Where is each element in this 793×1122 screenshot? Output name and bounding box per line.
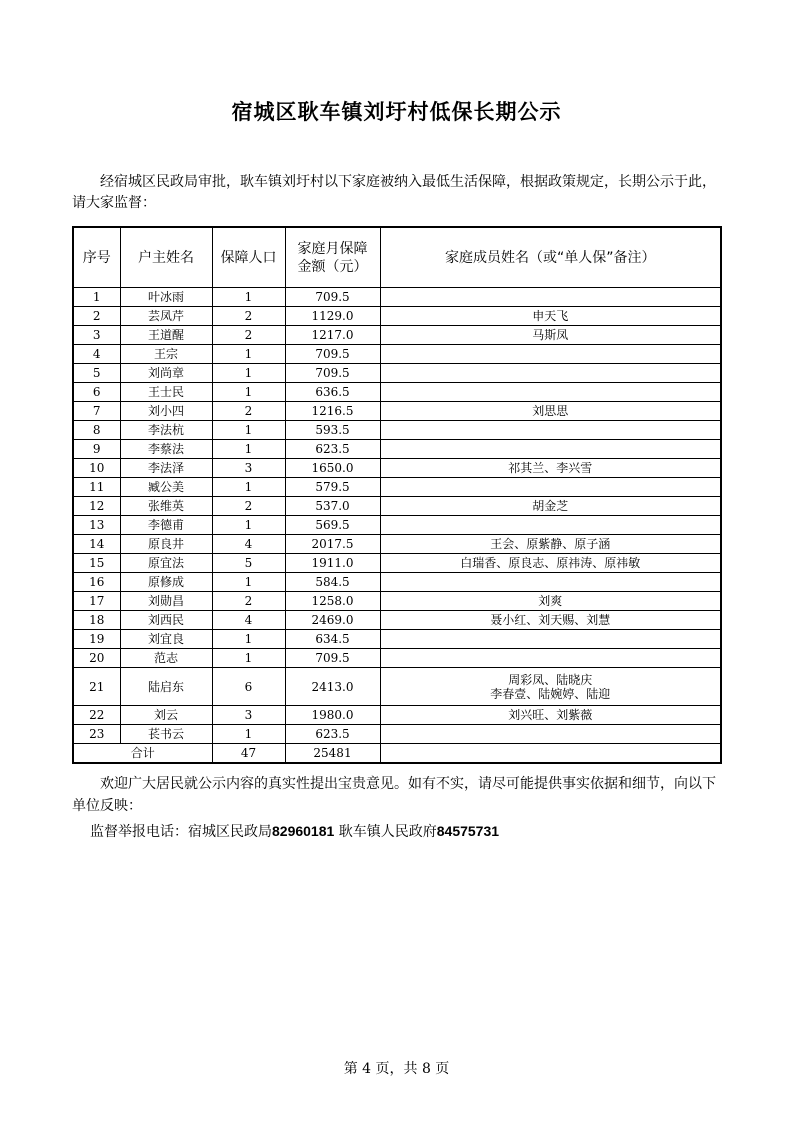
cell-no: 1 xyxy=(73,288,120,307)
total-members xyxy=(380,744,721,764)
table-row xyxy=(73,592,721,611)
cell-amount: 579.5 xyxy=(285,478,380,497)
cell-amount: 1217.0 xyxy=(285,326,380,345)
cell-persons: 2 xyxy=(212,402,285,421)
cell-amount: 1216.5 xyxy=(285,402,380,421)
cell-no: 19 xyxy=(73,630,120,649)
cell-no: 13 xyxy=(73,516,120,535)
cell-persons: 5 xyxy=(212,554,285,573)
cell-name: 李德甫 xyxy=(120,516,212,535)
cell-persons: 1 xyxy=(212,573,285,592)
cell-members: 胡金芝 xyxy=(380,497,721,516)
cell-name: 叶冰雨 xyxy=(120,288,212,307)
total-persons: 47 xyxy=(212,744,285,764)
cell-name: 原宜法 xyxy=(120,554,212,573)
cell-name: 刘云 xyxy=(120,706,212,725)
table-row xyxy=(73,611,721,630)
cell-no: 12 xyxy=(73,497,120,516)
intro-paragraph: 经宿城区民政局审批，耿车镇刘圩村以下家庭被纳入最低生活保障，根据政策规定，长期公示于此，请大家监督： xyxy=(72,174,716,211)
cell-no: 20 xyxy=(73,649,120,668)
cell-no: 22 xyxy=(73,706,120,725)
cell-members: 聂小红、刘天赐、刘慧 xyxy=(380,611,721,630)
header-amount xyxy=(285,227,380,288)
cell-persons: 4 xyxy=(212,535,285,554)
table-row xyxy=(73,288,721,307)
cell-name: 原良井 xyxy=(120,535,212,554)
cell-persons: 1 xyxy=(212,421,285,440)
cell-persons: 1 xyxy=(212,649,285,668)
table-row xyxy=(73,364,721,383)
feedback-paragraph: 欢迎广大居民就公示内容的真实性提出宝贵意见。如有不实，请尽可能提供事实依据和细节，向以下单位反映： xyxy=(72,776,716,814)
cell-amount: 623.5 xyxy=(285,440,380,459)
cell-name: 刘小四 xyxy=(120,402,212,421)
table-row xyxy=(73,307,721,326)
cell-persons: 1 xyxy=(212,288,285,307)
cell-members xyxy=(380,345,721,364)
cell-persons: 2 xyxy=(212,592,285,611)
cell-amount: 1911.0 xyxy=(285,554,380,573)
table-body xyxy=(73,288,721,764)
page-number: 第 4 页，共 8 页 xyxy=(343,1061,450,1077)
total-label: 合计 xyxy=(73,744,212,764)
page-title: 宿城区耿车镇刘圩村低保长期公示 xyxy=(231,99,562,124)
table-row xyxy=(73,725,721,744)
cell-members-line2: 李春壹、陆婉婷、陆迎 xyxy=(490,686,611,701)
table-row xyxy=(73,421,721,440)
hotline-phone-civil-affairs: 82960181 xyxy=(272,823,335,839)
table-row xyxy=(73,649,721,668)
cell-no: 9 xyxy=(73,440,120,459)
header-amount-line1: 家庭月保障 xyxy=(297,240,368,257)
cell-name: 张维英 xyxy=(120,497,212,516)
cell-members xyxy=(380,573,721,592)
table-row xyxy=(73,402,721,421)
table-row xyxy=(73,497,721,516)
cell-members: 王会、原紫静、原子涵 xyxy=(380,535,721,554)
table-row xyxy=(73,326,721,345)
cell-amount: 1980.0 xyxy=(285,706,380,725)
cell-members: 刘兴旺、刘紫薇 xyxy=(380,706,721,725)
cell-members: 申天飞 xyxy=(380,307,721,326)
cell-name: 王道醒 xyxy=(120,326,212,345)
table-row xyxy=(73,535,721,554)
cell-members xyxy=(380,668,721,706)
cell-amount: 2017.5 xyxy=(285,535,380,554)
cell-members xyxy=(380,725,721,744)
cell-members xyxy=(380,478,721,497)
cell-no: 18 xyxy=(73,611,120,630)
cell-no: 17 xyxy=(73,592,120,611)
cell-name: 李蔡法 xyxy=(120,440,212,459)
cell-members xyxy=(380,649,721,668)
cell-persons: 1 xyxy=(212,478,285,497)
cell-no: 8 xyxy=(73,421,120,440)
cell-name: 王士民 xyxy=(120,383,212,402)
cell-amount: 2469.0 xyxy=(285,611,380,630)
table-row xyxy=(73,573,721,592)
cell-persons: 1 xyxy=(212,725,285,744)
cell-persons: 2 xyxy=(212,326,285,345)
cell-name: 范志 xyxy=(120,649,212,668)
cell-name: 王宗 xyxy=(120,345,212,364)
cell-name: 臧公美 xyxy=(120,478,212,497)
cell-amount: 537.0 xyxy=(285,497,380,516)
cell-no: 23 xyxy=(73,725,120,744)
table-row xyxy=(73,668,721,706)
table-total-row xyxy=(73,744,721,764)
table-row xyxy=(73,706,721,725)
cell-persons: 2 xyxy=(212,497,285,516)
cell-name: 芸凤芹 xyxy=(120,307,212,326)
cell-amount: 1258.0 xyxy=(285,592,380,611)
cell-name: 苌书云 xyxy=(120,725,212,744)
cell-amount: 2413.0 xyxy=(285,668,380,706)
cell-persons: 1 xyxy=(212,364,285,383)
total-amount: 25481 xyxy=(285,744,380,764)
cell-no: 16 xyxy=(73,573,120,592)
table-row xyxy=(73,383,721,402)
subsidy-table xyxy=(72,226,722,764)
cell-members: 刘思思 xyxy=(380,402,721,421)
header-persons: 保障人口 xyxy=(212,227,285,288)
cell-name: 刘西民 xyxy=(120,611,212,630)
table-row xyxy=(73,478,721,497)
table-row xyxy=(73,516,721,535)
cell-persons: 1 xyxy=(212,345,285,364)
cell-no: 11 xyxy=(73,478,120,497)
cell-amount: 1129.0 xyxy=(285,307,380,326)
cell-members: 刘爽 xyxy=(380,592,721,611)
cell-members xyxy=(380,630,721,649)
table-row xyxy=(73,459,721,478)
cell-no: 2 xyxy=(73,307,120,326)
header-no: 序号 xyxy=(73,227,120,288)
cell-persons: 6 xyxy=(212,668,285,706)
cell-members xyxy=(380,421,721,440)
cell-no: 10 xyxy=(73,459,120,478)
cell-persons: 3 xyxy=(212,459,285,478)
cell-persons: 1 xyxy=(212,630,285,649)
cell-no: 15 xyxy=(73,554,120,573)
cell-no: 6 xyxy=(73,383,120,402)
cell-persons: 4 xyxy=(212,611,285,630)
cell-persons: 1 xyxy=(212,383,285,402)
hotline-middle: 耿车镇人民政府 xyxy=(334,824,437,840)
cell-members: 马斯凤 xyxy=(380,326,721,345)
cell-name: 李法杭 xyxy=(120,421,212,440)
cell-amount: 623.5 xyxy=(285,725,380,744)
table-row xyxy=(73,554,721,573)
header-name: 户主姓名 xyxy=(120,227,212,288)
hotline-prefix: 监督举报电话：宿城区民政局 xyxy=(90,824,272,840)
table-header-row xyxy=(73,227,721,288)
cell-persons: 1 xyxy=(212,516,285,535)
cell-members: 祁其兰、李兴雪 xyxy=(380,459,721,478)
cell-no: 5 xyxy=(73,364,120,383)
cell-amount: 1650.0 xyxy=(285,459,380,478)
cell-amount: 709.5 xyxy=(285,364,380,383)
cell-name: 刘勋昌 xyxy=(120,592,212,611)
cell-no: 21 xyxy=(73,668,120,706)
cell-amount: 584.5 xyxy=(285,573,380,592)
cell-no: 3 xyxy=(73,326,120,345)
cell-persons: 2 xyxy=(212,307,285,326)
cell-no: 7 xyxy=(73,402,120,421)
cell-name: 刘宜良 xyxy=(120,630,212,649)
header-amount-line2: 金额（元） xyxy=(297,258,368,275)
cell-amount: 709.5 xyxy=(285,649,380,668)
cell-persons: 3 xyxy=(212,706,285,725)
cell-name: 陆启东 xyxy=(120,668,212,706)
cell-amount: 569.5 xyxy=(285,516,380,535)
cell-amount: 709.5 xyxy=(285,288,380,307)
cell-name: 刘尚章 xyxy=(120,364,212,383)
cell-persons: 1 xyxy=(212,440,285,459)
cell-no: 14 xyxy=(73,535,120,554)
cell-members xyxy=(380,516,721,535)
cell-members xyxy=(380,364,721,383)
cell-members xyxy=(380,440,721,459)
cell-name: 李法泽 xyxy=(120,459,212,478)
cell-members xyxy=(380,288,721,307)
cell-amount: 593.5 xyxy=(285,421,380,440)
cell-members: 白瑞香、原良志、原祎涛、原祎敏 xyxy=(380,554,721,573)
table-row xyxy=(73,345,721,364)
cell-no: 4 xyxy=(73,345,120,364)
table-row xyxy=(73,440,721,459)
cell-members-line1: 周彩凤、陆晓庆 xyxy=(508,672,593,687)
cell-amount: 636.5 xyxy=(285,383,380,402)
hotline-line xyxy=(90,821,499,841)
table-row xyxy=(73,630,721,649)
cell-amount: 709.5 xyxy=(285,345,380,364)
hotline-phone-town-government: 84575731 xyxy=(436,823,500,839)
cell-amount: 634.5 xyxy=(285,630,380,649)
cell-name: 原修成 xyxy=(120,573,212,592)
header-members: 家庭成员姓名（或“单人保”备注） xyxy=(380,227,721,288)
cell-members xyxy=(380,383,721,402)
